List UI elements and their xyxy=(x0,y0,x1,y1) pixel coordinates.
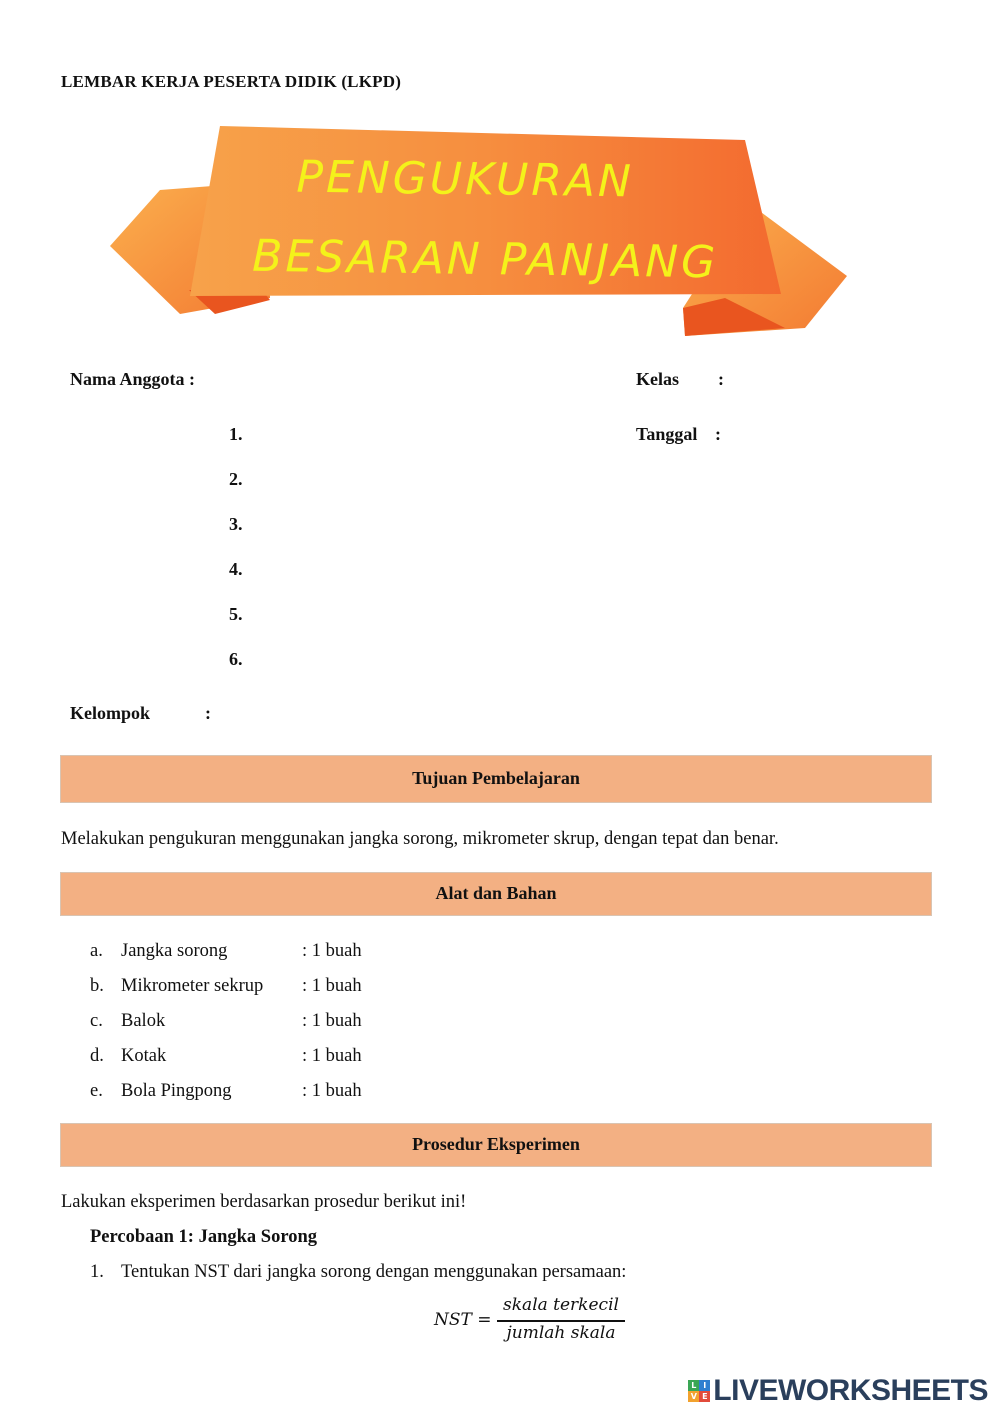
liveworksheets-icon: L I V E xyxy=(688,1380,710,1402)
banner-line-1: PENGUKURAN xyxy=(296,151,635,208)
section-heading-alat: Alat dan Bahan xyxy=(60,872,932,916)
member-number: 5. xyxy=(229,604,243,624)
tujuan-text: Melakukan pengukuran menggunakan jangka sorong, mikrometer skrup, dengan tepat dan benar. xyxy=(61,829,779,849)
nama-anggota-label: Nama Anggota : xyxy=(70,369,195,389)
step-number: 1. xyxy=(90,1262,104,1282)
list-item-letter: c. xyxy=(90,1011,103,1031)
list-item-name: Jangka sorong xyxy=(121,941,228,961)
member-number: 1. xyxy=(229,424,243,444)
member-number: 3. xyxy=(229,514,243,534)
list-item-qty: : 1 buah xyxy=(302,1046,362,1066)
banner-line-2: BESARAN PANJANG xyxy=(251,230,719,289)
kelompok-label: Kelompok xyxy=(70,703,151,723)
liveworksheets-logo xyxy=(688,1374,988,1408)
list-item-letter: b. xyxy=(90,976,104,996)
formula-lhs: NST = xyxy=(434,1310,492,1330)
list-item-name: Balok xyxy=(121,1011,166,1031)
formula-numerator: skala terkecil xyxy=(503,1295,619,1315)
list-item-name: Mikrometer sekrup xyxy=(121,976,264,996)
list-item-letter: d. xyxy=(90,1046,104,1066)
kelas-label: Kelas xyxy=(636,369,679,389)
prosedur-intro: Lakukan eksperimen berdasarkan prosedur berikut ini! xyxy=(61,1192,467,1212)
list-item-letter: e. xyxy=(90,1081,103,1101)
list-item-qty: : 1 buah xyxy=(302,1011,362,1031)
document-title: LEMBAR KERJA PESERTA DIDIK (LKPD) xyxy=(61,72,402,91)
kelompok-colon: : xyxy=(205,703,211,723)
fraction-bar xyxy=(497,1320,625,1322)
tanggal-label: Tanggal xyxy=(636,424,698,444)
member-number: 2. xyxy=(229,469,243,489)
section-heading-tujuan: Tujuan Pembelajaran xyxy=(60,755,932,803)
kelas-colon: : xyxy=(718,369,724,389)
title-banner xyxy=(105,118,850,340)
list-item-name: Kotak xyxy=(121,1046,167,1066)
formula-denominator: jumlah skala xyxy=(506,1323,616,1343)
list-item-letter: a. xyxy=(90,941,103,961)
percobaan-heading: Percobaan 1: Jangka Sorong xyxy=(90,1227,317,1247)
list-item-qty: : 1 buah xyxy=(302,941,362,961)
list-item-name: Bola Pingpong xyxy=(121,1081,232,1101)
section-heading-prosedur: Prosedur Eksperimen xyxy=(60,1123,932,1167)
step-text: Tentukan NST dari jangka sorong dengan menggunakan persamaan: xyxy=(121,1262,627,1282)
member-number: 4. xyxy=(229,559,243,579)
tanggal-colon: : xyxy=(715,424,721,444)
member-number: 6. xyxy=(229,649,243,669)
liveworksheets-wordmark: LIVEWORKSHEETS xyxy=(713,1374,988,1407)
list-item-qty: : 1 buah xyxy=(302,1081,362,1101)
list-item-qty: : 1 buah xyxy=(302,976,362,996)
